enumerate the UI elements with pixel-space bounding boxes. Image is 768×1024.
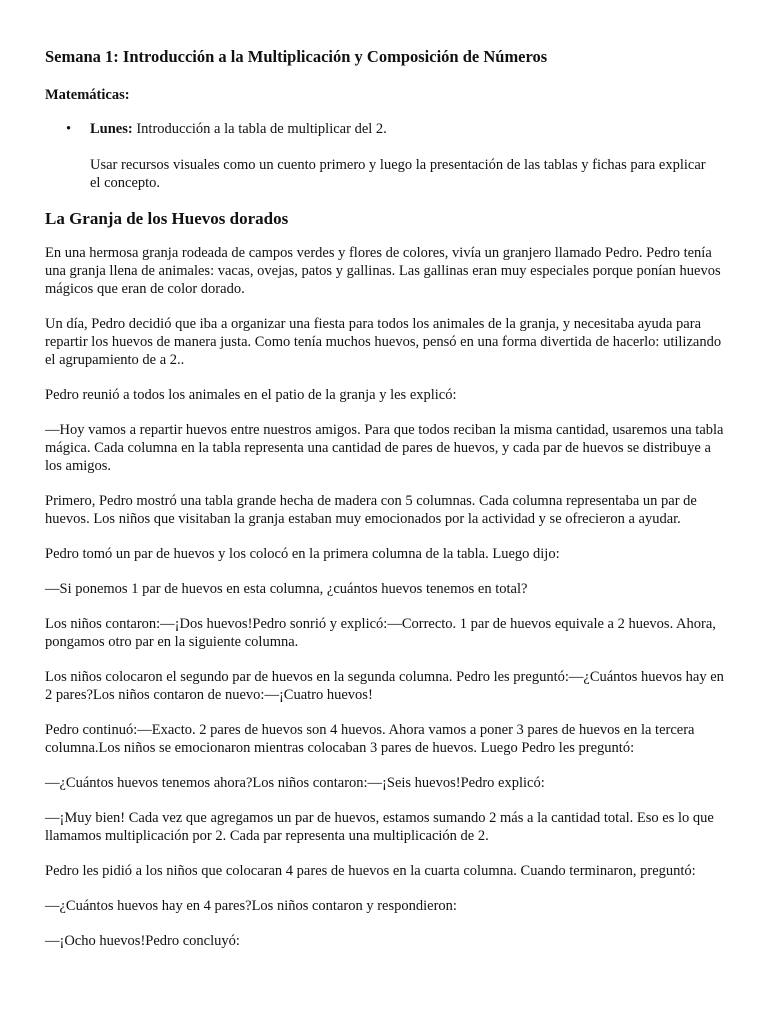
paragraph: —Hoy vamos a repartir huevos entre nuestros amigos. Para que todos reciban la misma cantidad, usaremos una tabla mágica. Cada columna en la tabla representa una cantidad de pares de huevos, y cada par de huevos se distribuye a los amigos. [45, 422, 724, 474]
paragraph: Los niños contaron:—¡Dos huevos!Pedro sonrió y explicó:—Correcto. 1 par de huevos equivale a 2 huevos. Ahora, pongamos otro par en la siguiente columna. [45, 616, 716, 650]
subject-heading: Matemáticas: [45, 87, 130, 103]
paragraph: Los niños colocaron el segundo par de huevos en la segunda columna. Pedro les preguntó:—¿Cuántos huevos hay en 2 pares?Los niños contaron de nuevo:—¡Cuatro huevos! [45, 669, 724, 703]
paragraph: Pedro continuó:—Exacto. 2 pares de huevos son 4 huevos. Ahora vamos a poner 3 pares de huevos en la tercera columna.Los niños se emocionaron mientras colocaban 3 pares de huevos. Luego Pedro les preguntó: [45, 722, 695, 756]
paragraph: —¡Ocho huevos!Pedro concluyó: [45, 933, 240, 949]
document-title: Semana 1: Introducción a la Multiplicación y Composición de Números [45, 47, 548, 66]
document-page [45, 46, 725, 967]
paragraph: —¡Muy bien! Cada vez que agregamos un par de huevos, estamos sumando 2 más a la cantidad total. Eso es lo que llamamos multiplicación por 2. Cada par representa una multiplicación de 2. [45, 810, 714, 844]
day-note: Usar recursos visuales como un cuento primero y luego la presentación de las tablas y fichas para explicar el concepto. [90, 157, 706, 191]
paragraph: Pedro reunió a todos los animales en el patio de la granja y les explicó: [45, 387, 457, 403]
day-label: Lunes: [90, 121, 133, 137]
list-item [66, 120, 725, 138]
paragraph: —Si ponemos 1 par de huevos en esta columna, ¿cuántos huevos tenemos en total? [45, 581, 528, 597]
story-body [45, 244, 725, 950]
paragraph: Primero, Pedro mostró una tabla grande hecha de madera con 5 columnas. Cada columna representaba un par de huevos. Los niños que visitaban la granja estaban muy emocionados por la actividad y se ofrecieron a ayudar. [45, 493, 697, 527]
day-text: Introducción a la tabla de multiplicar del 2. [132, 121, 387, 137]
paragraph: —¿Cuántos huevos tenemos ahora?Los niños contaron:—¡Seis huevos!Pedro explicó: [45, 775, 545, 791]
paragraph: Pedro tomó un par de huevos y los colocó en la primera columna de la tabla. Luego dijo: [45, 546, 560, 562]
bullet-icon: • [66, 121, 72, 137]
paragraph: Un día, Pedro decidió que iba a organizar una fiesta para todos los animales de la granja, y necesitaba ayuda para repartir los huevos de manera justa. Como tenía muchos huevos, pensó en una forma divertida de hacerlo: utilizando el agrupamiento de a 2.. [45, 316, 722, 368]
paragraph: Pedro les pidió a los niños que colocaran 4 pares de huevos en la cuarta columna. Cuando terminaron, preguntó: [45, 863, 696, 879]
paragraph: —¿Cuántos huevos hay en 4 pares?Los niños contaron y respondieron: [45, 898, 457, 914]
day-list [45, 120, 725, 138]
story-title: La Granja de los Huevos dorados [45, 209, 289, 228]
paragraph: En una hermosa granja rodeada de campos verdes y flores de colores, vivía un granjero llamado Pedro. Pedro tenía una granja llena de animales: vacas, ovejas, patos y gallinas. Las gallinas eran muy especiales porque ponían huevos mágicos que eran de color dorado. [45, 245, 721, 297]
